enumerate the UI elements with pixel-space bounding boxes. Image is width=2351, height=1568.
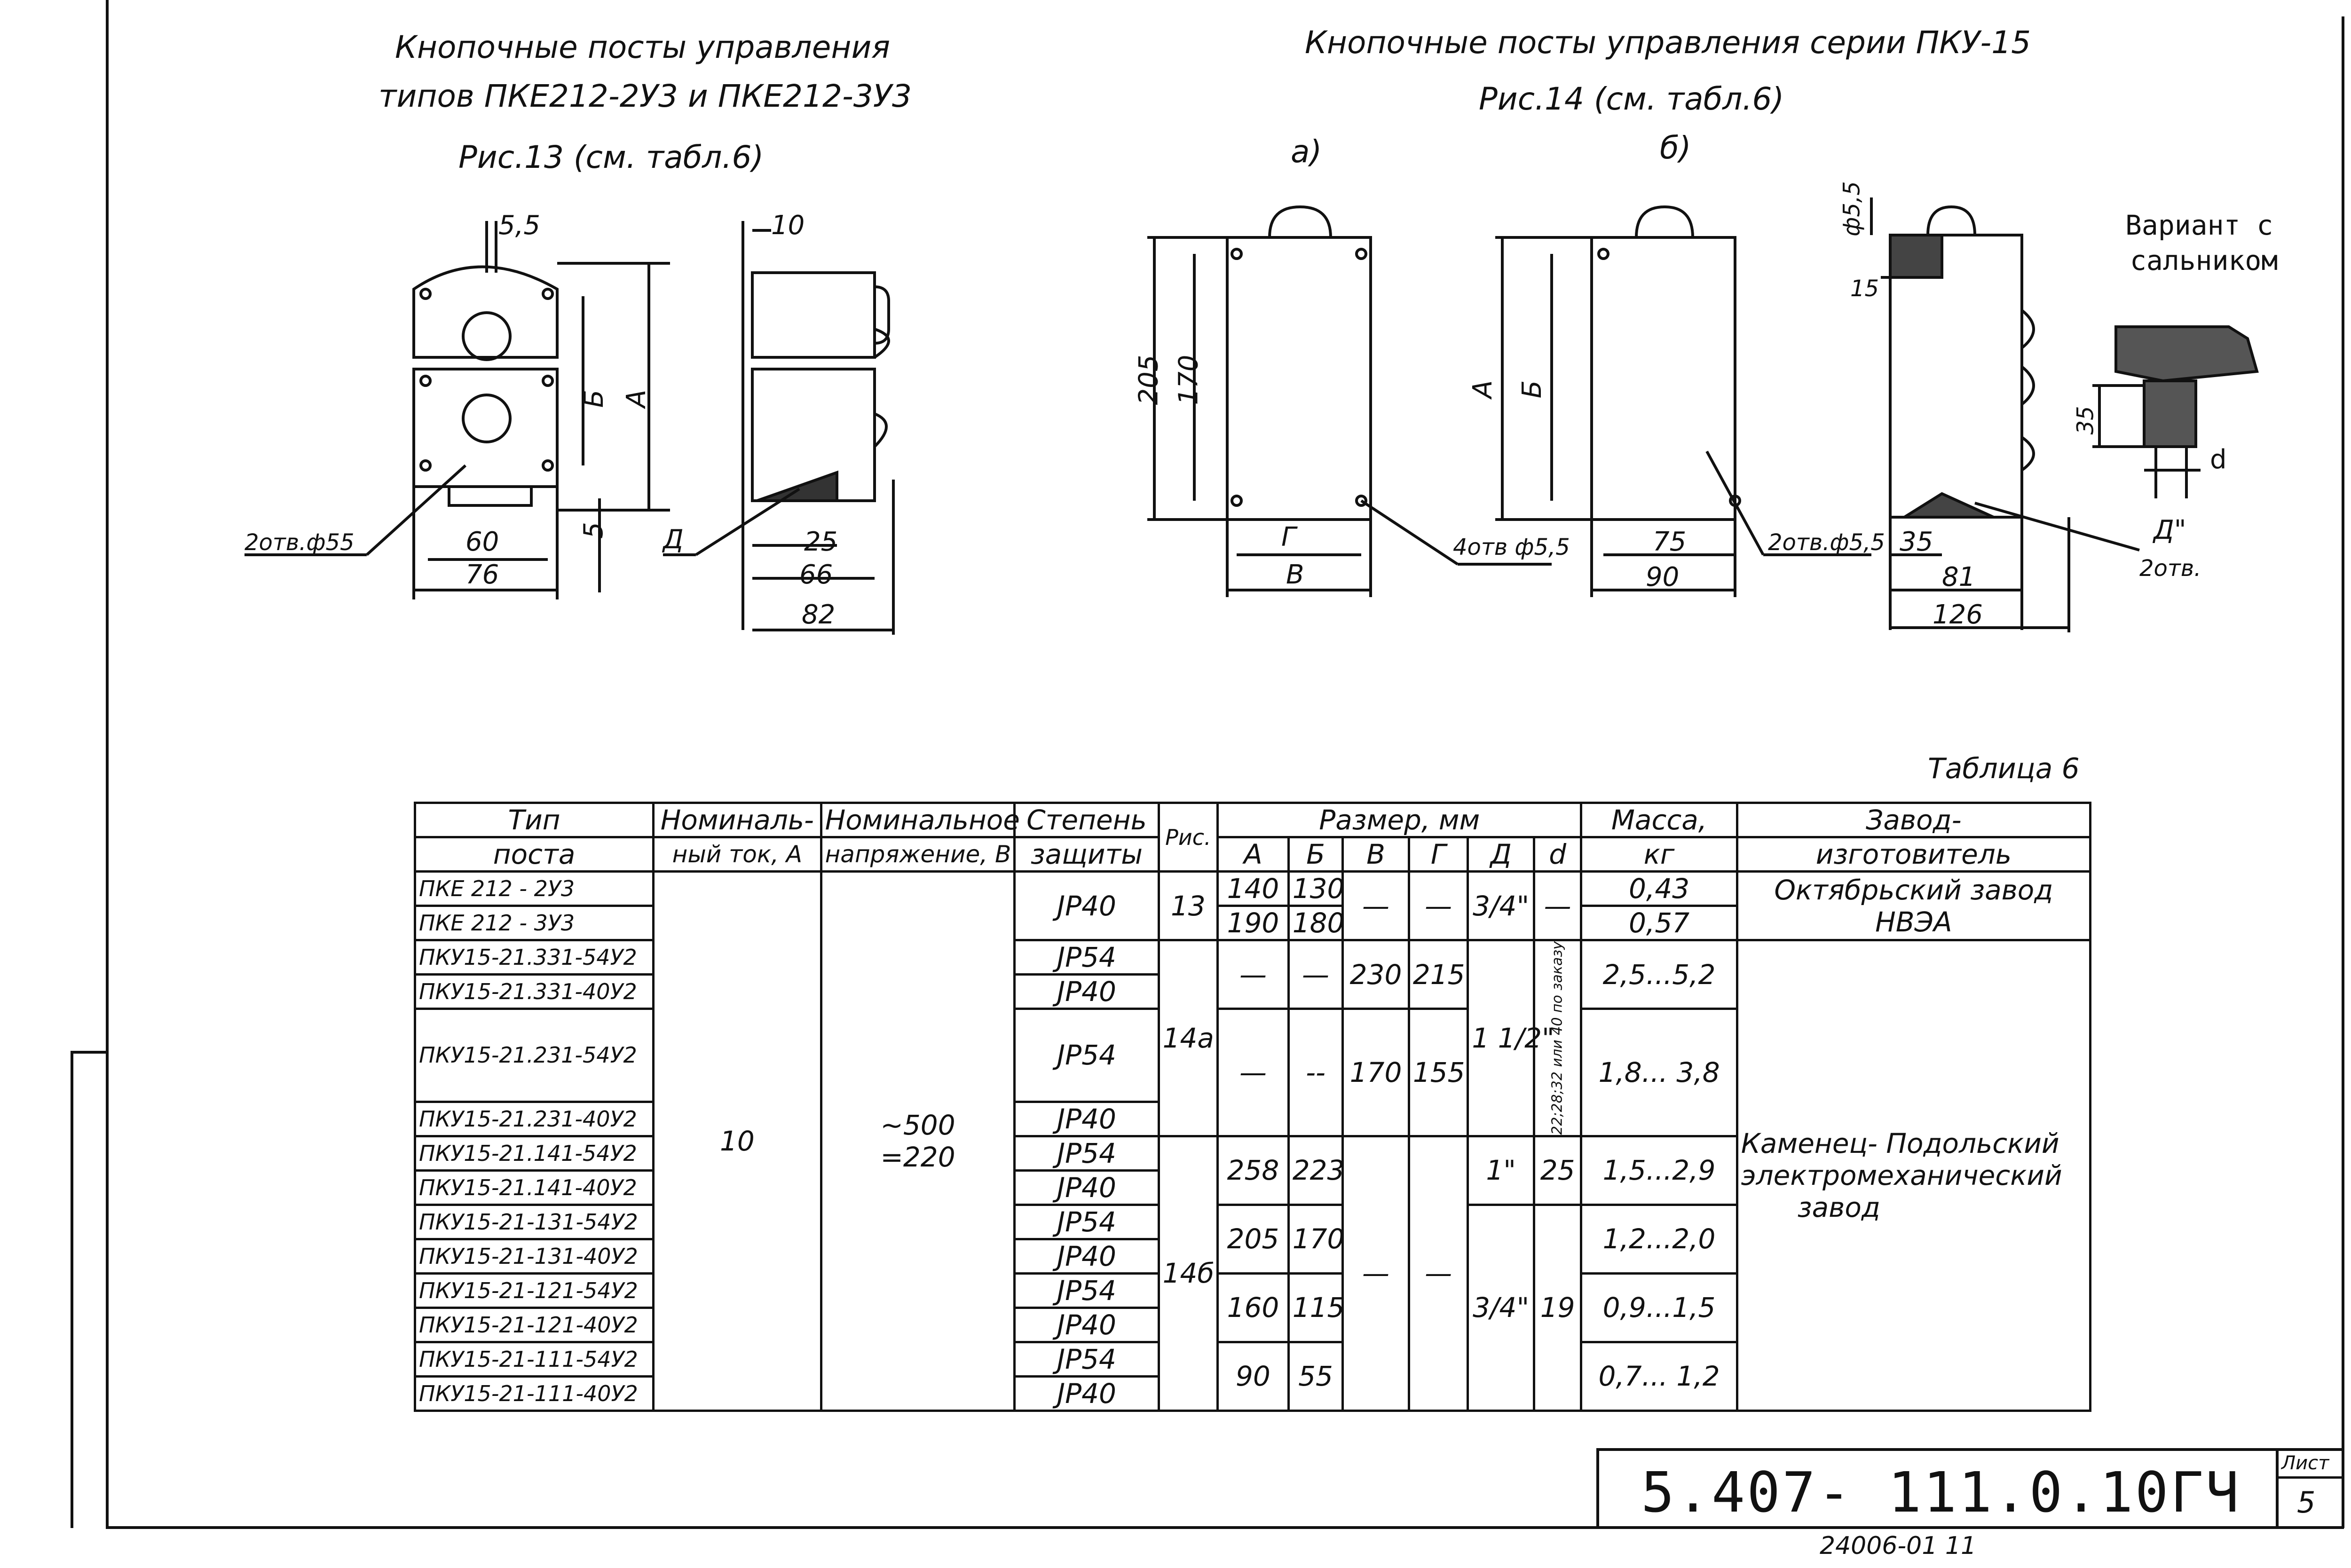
fig14-dim-75: 75 <box>1653 527 1687 557</box>
stamp-sheet-label: Лист <box>2281 1452 2329 1474</box>
cell-mass: 1,8... 3,8 <box>1581 1009 1737 1136</box>
cell-B: 55 <box>1288 1342 1342 1410</box>
cell-type: ПКУ15-21-111-54У2 <box>415 1342 654 1376</box>
fig14-D-quote-label: Д" <box>2154 515 2186 545</box>
fig13-holes-label: 2отв.ф55 <box>245 529 355 556</box>
fig14-sub-b: б) <box>1660 130 1691 166</box>
cell-A: 258 <box>1218 1136 1289 1205</box>
fig13-dim-B: Б <box>579 389 610 408</box>
fig13-dim-25: 25 <box>804 527 838 557</box>
cell-d: 25 <box>1534 1136 1581 1205</box>
cell-fig: 13 <box>1159 872 1218 940</box>
cell-d: 19 <box>1534 1205 1581 1410</box>
cell-protection: JP54 <box>1015 1205 1159 1239</box>
cell-A: 205 <box>1218 1205 1289 1273</box>
cell-mass: 1,5...2,9 <box>1581 1136 1737 1205</box>
th-mass-l1: Масса, <box>1611 804 1707 836</box>
th-size-V: В <box>1343 837 1409 872</box>
cell-maker <box>1737 940 2090 1411</box>
cell-protection: JP40 <box>1015 1170 1159 1205</box>
cell-type: ПКУ15-21.141-54У2 <box>415 1136 654 1170</box>
cell-D: 1" <box>1468 1136 1534 1205</box>
cell-V: — <box>1343 872 1409 940</box>
fig14b-button <box>1636 207 1693 237</box>
maker2-l3: завод <box>1797 1191 1880 1223</box>
cell-protection: JP54 <box>1015 1273 1159 1308</box>
cell-V: — <box>1343 1136 1409 1410</box>
fig14-dim-15: 15 <box>1850 276 1879 302</box>
header-row-1 <box>415 803 2091 837</box>
cell-mass: 0,7... 1,2 <box>1581 1342 1737 1410</box>
fig13-dim-55: 5,5 <box>498 210 541 241</box>
th-size-D: Д <box>1468 837 1534 872</box>
th-size-B: Б <box>1288 837 1342 872</box>
th-maker-l1: Завод- <box>1866 804 1962 836</box>
fig14a-body <box>1227 237 1371 520</box>
cell-mass: 2,5...5,2 <box>1581 940 1737 1009</box>
maker1-l1: Октябрьский завод <box>1774 874 2053 906</box>
stamp-sheet-number: 5 <box>2297 1485 2316 1520</box>
fig14-sub-a: а) <box>1291 134 1322 170</box>
cell-voltage <box>821 872 1015 1411</box>
cell-D: 1 1/2" <box>1468 940 1534 1136</box>
cell-B: 223 <box>1288 1136 1342 1205</box>
cell-B: -- <box>1288 1009 1342 1136</box>
cell-G: — <box>1409 872 1468 940</box>
cell-D: 3/4" <box>1468 872 1534 940</box>
cell-B: 180 <box>1288 906 1342 940</box>
cell-type: ПКЕ 212 - 3У3 <box>415 906 654 940</box>
cell-type: ПКУ15-21-121-54У2 <box>415 1273 654 1308</box>
th-fig: Рис. <box>1159 803 1218 872</box>
stamp-sheet-hline <box>2276 1476 2344 1479</box>
th-type <box>415 803 654 837</box>
th-size-G: Г <box>1409 837 1468 872</box>
cell-protection: JP54 <box>1015 940 1159 975</box>
cell-type: ПКУ15-21.141-40У2 <box>415 1170 654 1205</box>
cell-type: ПКУ15-21.231-54У2 <box>415 1009 654 1102</box>
maker2-l1: Каменец- Подольский <box>1741 1127 2059 1159</box>
th-type-l1: Тип <box>508 804 560 836</box>
table-caption: Таблица 6 <box>1928 752 2080 785</box>
cell-mass: 0,43 <box>1581 872 1737 906</box>
cell-protection: JP40 <box>1015 1308 1159 1342</box>
cell-A: 190 <box>1218 906 1289 940</box>
cell-V: 230 <box>1343 940 1409 1009</box>
fig14-holes2-label: 2отв.ф5,5 <box>1768 529 1885 556</box>
header-row-2 <box>415 837 2091 872</box>
maker1-l2: НВЭА <box>1875 906 1952 938</box>
stamp-code: 5.407- 111.0.10ГЧ <box>1641 1460 2241 1525</box>
th-protection <box>1015 803 1159 837</box>
cell-type: ПКЕ 212 - 2У3 <box>415 872 654 906</box>
th-size-A: А <box>1218 837 1289 872</box>
cell-A: 160 <box>1218 1273 1289 1342</box>
fig13-D-label: Д <box>663 524 684 555</box>
cell-protection: JP54 <box>1015 1009 1159 1102</box>
fig14-two-holes-label: 2отв. <box>2139 555 2201 582</box>
maker2-l2: электромеханический <box>1741 1159 2062 1191</box>
fig14-dim-205: 205 <box>1133 355 1164 405</box>
fig14-dim-B: Б <box>1517 380 1548 399</box>
cell-mass: 0,9...1,5 <box>1581 1273 1737 1342</box>
cell-B: 130 <box>1288 872 1342 906</box>
fig13-dim-66: 66 <box>799 559 833 590</box>
fig13-caption: Рис.13 (см. табл.6) <box>458 139 764 175</box>
fig13-dim-10: 10 <box>771 210 805 241</box>
th-current <box>654 803 821 837</box>
fig14-dim-35v: 35 <box>2072 406 2099 435</box>
cell-protection: JP40 <box>1015 1239 1159 1273</box>
cell-type: ПКУ15-21-121-40У2 <box>415 1308 654 1342</box>
th-maker <box>1737 803 2090 837</box>
th-mass <box>1581 803 1737 837</box>
stamp-bottom-code: 24006-01 11 <box>1820 1532 1977 1560</box>
fig14-dim-126: 126 <box>1933 599 1983 630</box>
th-voltage-2: напряжение, В <box>821 837 1015 872</box>
fig14-holes4-label: 4отв ф5,5 <box>1453 534 1570 560</box>
cell-type: ПКУ15-21.331-40У2 <box>415 975 654 1009</box>
cell-type: ПКУ15-21-131-54У2 <box>415 1205 654 1239</box>
cell-type: ПКУ15-21-131-40У2 <box>415 1239 654 1273</box>
cell-voltage-l2: =220 <box>880 1141 955 1173</box>
fig13-dim-82: 82 <box>802 599 836 630</box>
variant-label-line2: сальником <box>2130 244 2278 276</box>
fig14-dim-81: 81 <box>1942 562 1976 592</box>
stamp-sheet-divider <box>2276 1448 2279 1528</box>
th-type-2: поста <box>415 837 654 872</box>
cell-protection: JP40 <box>1015 1102 1159 1136</box>
cell-A: — <box>1218 940 1289 1009</box>
cell-G: — <box>1409 1136 1468 1410</box>
fig13-dim-60: 60 <box>465 527 499 557</box>
cell-d-note: 22;28;32 или 40 по заказу <box>1534 940 1581 1136</box>
cell-D: 3/4" <box>1468 1205 1534 1410</box>
stamp-left-line <box>1596 1448 1599 1528</box>
cell-maker <box>1737 872 2090 940</box>
th-size: Размер, мм <box>1218 803 1581 837</box>
cell-V: 170 <box>1343 1009 1409 1136</box>
cell-protection: JP54 <box>1015 1342 1159 1376</box>
fig14-dim-170: 170 <box>1173 355 1204 405</box>
th-maker-2: изготовитель <box>1737 837 2090 872</box>
spec-table <box>414 802 2091 1412</box>
cell-protection: JP40 <box>1015 872 1159 940</box>
fig13-title-line2: типов ПКЕ212-2У3 и ПКЕ212-3У3 <box>379 78 912 114</box>
fig14-dim-35: 35 <box>1900 527 1933 557</box>
th-mass-2: кг <box>1581 837 1737 872</box>
cell-voltage-l1: ~500 <box>880 1109 955 1141</box>
fig14-dim-A: А <box>1467 380 1499 399</box>
th-voltage <box>821 803 1020 837</box>
cell-B: — <box>1288 940 1342 1009</box>
fig14-dim-phi55: ф5,5 <box>1838 181 1865 236</box>
cell-protection: JP40 <box>1015 975 1159 1009</box>
th-size-d: d <box>1534 837 1581 872</box>
cell-type: ПКУ15-21.231-40У2 <box>415 1102 654 1136</box>
cell-d: — <box>1534 872 1581 940</box>
cell-current: 10 <box>654 872 821 1411</box>
cell-B: 115 <box>1288 1273 1342 1342</box>
cell-mass: 0,57 <box>1581 906 1737 940</box>
th-current-l1: Номиналь- <box>660 804 814 836</box>
fig13-dim-76: 76 <box>465 559 499 590</box>
fig14-dim-d: d <box>2210 444 2227 475</box>
cell-fig: 14б <box>1159 1136 1218 1410</box>
fig14-title: Кнопочные посты управления серии ПКУ-15 <box>1305 24 2031 61</box>
cell-fig: 14а <box>1159 940 1218 1136</box>
cell-A: — <box>1218 1009 1289 1136</box>
th-current-2: ный ток, А <box>654 837 821 872</box>
stamp-top-line <box>1596 1448 2344 1451</box>
variant-label-line1: Вариант с <box>2125 209 2273 241</box>
cell-B: 170 <box>1288 1205 1342 1273</box>
fig14-dim-90: 90 <box>1646 562 1680 592</box>
cell-A: 90 <box>1218 1342 1289 1410</box>
cell-mass: 1,2...2,0 <box>1581 1205 1737 1273</box>
fig13-dim-A: А <box>621 389 652 408</box>
fig14a-button <box>1270 207 1331 237</box>
fig14-caption: Рис.14 (см. табл.6) <box>1479 81 1784 117</box>
cell-A: 140 <box>1218 872 1289 906</box>
th-protection-l1: Степень <box>1026 804 1147 836</box>
cell-type: ПКУ15-21-111-40У2 <box>415 1376 654 1410</box>
cell-G: 155 <box>1409 1009 1468 1136</box>
cell-protection: JP54 <box>1015 1136 1159 1170</box>
cell-type: ПКУ15-21.331-54У2 <box>415 940 654 975</box>
fig13-title-line1: Кнопочные посты управления <box>395 29 891 65</box>
fig14b-body <box>1592 237 1735 520</box>
th-voltage-l1: Номинальное <box>825 804 1020 836</box>
cell-G: 215 <box>1409 940 1468 1009</box>
table-row <box>415 872 2091 906</box>
cell-protection: JP40 <box>1015 1376 1159 1410</box>
th-protection-2: защиты <box>1015 837 1159 872</box>
fig13-dim-5: 5 <box>578 522 609 539</box>
fig14-dim-G: Г <box>1281 522 1296 552</box>
fig14-dim-V: В <box>1286 559 1304 590</box>
